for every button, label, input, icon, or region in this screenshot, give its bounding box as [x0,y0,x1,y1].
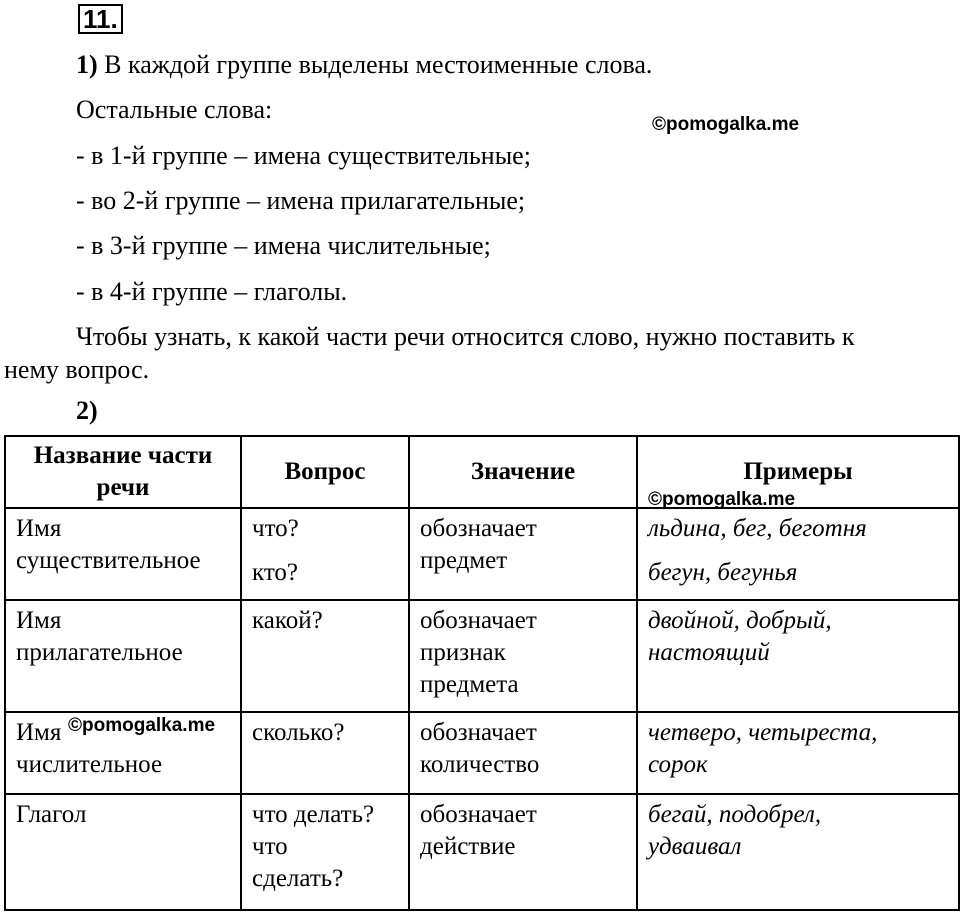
conclusion-line-2: нему вопрос. [4,355,150,384]
part1-intro: В каждой группе выделены местоименные слова. [104,50,653,79]
cell-meaning [409,600,637,712]
cell-examples [637,794,959,910]
cell-name [5,508,241,600]
header-name-line-2: речи [96,474,150,501]
group-line-2: - во 2-й группе – имена прилагательные; [76,186,526,215]
cell-text: Имя [16,515,62,542]
task-number [74,4,124,34]
cell-text: Имя [16,607,62,634]
cell-text: предмета [420,671,519,698]
rest-heading: Остальные слова: [76,95,273,124]
cell-text: Глагол [16,801,87,828]
header-examples-label: Примеры [743,458,853,485]
table-row [5,794,959,910]
cell-text: предмет [420,547,508,574]
header-name [5,436,241,508]
task-number-box: 11. [78,4,123,34]
cell-text: кто? [252,559,299,586]
cell-text: удваивал [648,833,742,860]
parts-of-speech-table [4,435,960,911]
cell-question [241,712,409,794]
cell-examples [637,712,959,794]
watermark-table-header: ©pomogalka.me [648,489,796,510]
cell-meaning [409,712,637,794]
cell-text: настоящий [648,639,770,666]
conclusion-line-1: Чтобы узнать, к какой части речи относится слово, нужно поставить к [76,322,855,351]
cell-text: льдина, бег, беготня [648,515,867,542]
cell-text: признак [420,639,506,666]
cell-name [5,712,241,794]
cell-question [241,508,409,600]
cell-text: сделать? [252,865,344,892]
group-line-4: - в 4-й группе – глаголы. [76,277,348,306]
cell-text: количество [420,751,540,778]
cell-text: двойной, добрый, [648,607,832,634]
table-header-row [5,436,959,508]
cell-examples [637,508,959,600]
table-row [5,600,959,712]
part1-label: 1) [76,50,98,79]
cell-name [5,794,241,910]
cell-text: действие [420,833,516,860]
cell-text: сколько? [252,719,345,746]
cell-question [241,600,409,712]
cell-text: обозначает [420,719,537,746]
header-question: Вопрос [241,436,409,508]
cell-text: бегун, бегунья [648,559,798,586]
cell-name [5,600,241,712]
part2-label: 2) [76,396,98,425]
cell-text: четверо, четыреста, [648,719,878,746]
cell-question [241,794,409,910]
group-line-1: - в 1-й группе – имена существительные; [76,141,531,170]
cell-text: обозначает [420,801,537,828]
cell-text: сорок [648,751,708,778]
part1-intro-line [76,50,652,80]
cell-text: что делать? [252,801,375,828]
header-meaning: Значение [409,436,637,508]
cell-text: что [252,833,288,860]
cell-text: Имя [16,719,62,746]
group-line-3: - в 3-й группе – имена числительные; [76,231,491,260]
cell-text: прилагательное [16,639,183,666]
cell-text: бегай, подобрел, [648,801,822,828]
cell-examples [637,600,959,712]
cell-text: обозначает [420,515,537,542]
header-examples [637,436,959,508]
cell-meaning [409,508,637,600]
cell-text: обозначает [420,607,537,634]
watermark-top: ©pomogalka.me [652,114,800,135]
cell-text: что? [252,515,299,542]
cell-text: числительное [16,751,163,778]
watermark-table-body: ©pomogalka.me [68,715,216,736]
cell-meaning [409,794,637,910]
cell-text: какой? [252,607,323,634]
table-row [5,712,959,794]
cell-text: существительное [16,547,201,574]
header-name-line-1: Название части [33,442,213,469]
table-row [5,508,959,600]
